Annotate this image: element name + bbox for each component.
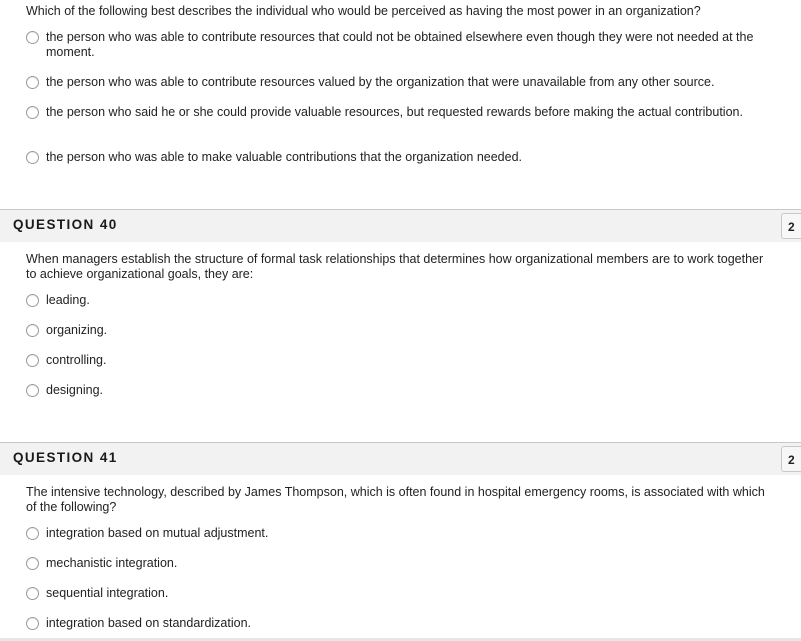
option-label: integration based on standardization. [46, 616, 252, 630]
radio-button[interactable] [26, 587, 39, 600]
option-label: controlling. [46, 353, 107, 367]
question-40-text: When managers establish the structure of formal task relationships that determines how organizational members are to work together to achieve organizational goals, they are: [26, 252, 764, 281]
question-40-points: 2 [781, 213, 801, 239]
question-39-text: Which of the following best describes the individual who would be perceived as having the most power in an organization? [26, 4, 701, 18]
option-label: integration based on mutual adjustment. [46, 526, 269, 540]
radio-button[interactable] [26, 324, 39, 337]
option-label: the person who was able to make valuable contributions that the organization needed. [46, 150, 523, 164]
question-40-title: QUESTION 40 [13, 217, 118, 232]
question-41-text: The intensive technology, described by James Thompson, which is often found in hospital emergency rooms, is associated with which of the following? [26, 485, 765, 514]
radio-button[interactable] [26, 31, 39, 44]
radio-button[interactable] [26, 106, 39, 119]
radio-button[interactable] [26, 527, 39, 540]
option-label: designing. [46, 383, 103, 397]
option-label: the person who said he or she could provide valuable resources, but requested rewards before making the actual contribution. [46, 105, 743, 119]
radio-button[interactable] [26, 557, 39, 570]
question-41-points: 2 [781, 446, 801, 472]
option-label: the person who was able to contribute resources that could not be obtained elsewhere even though they were not needed at the moment. [46, 30, 754, 59]
option-label: sequential integration. [46, 586, 169, 600]
option-label: mechanistic integration. [46, 556, 178, 570]
option-label: leading. [46, 293, 90, 307]
radio-button[interactable] [26, 76, 39, 89]
question-41-header [0, 442, 801, 475]
radio-button[interactable] [26, 384, 39, 397]
option-label: organizing. [46, 323, 108, 337]
radio-button[interactable] [26, 354, 39, 367]
radio-button[interactable] [26, 617, 39, 630]
radio-button[interactable] [26, 294, 39, 307]
question-41-title: QUESTION 41 [13, 450, 118, 465]
option-label: the person who was able to contribute resources valued by the organization that were unavailable from any other source. [46, 75, 715, 89]
radio-button[interactable] [26, 151, 39, 164]
question-40-header [0, 209, 801, 242]
